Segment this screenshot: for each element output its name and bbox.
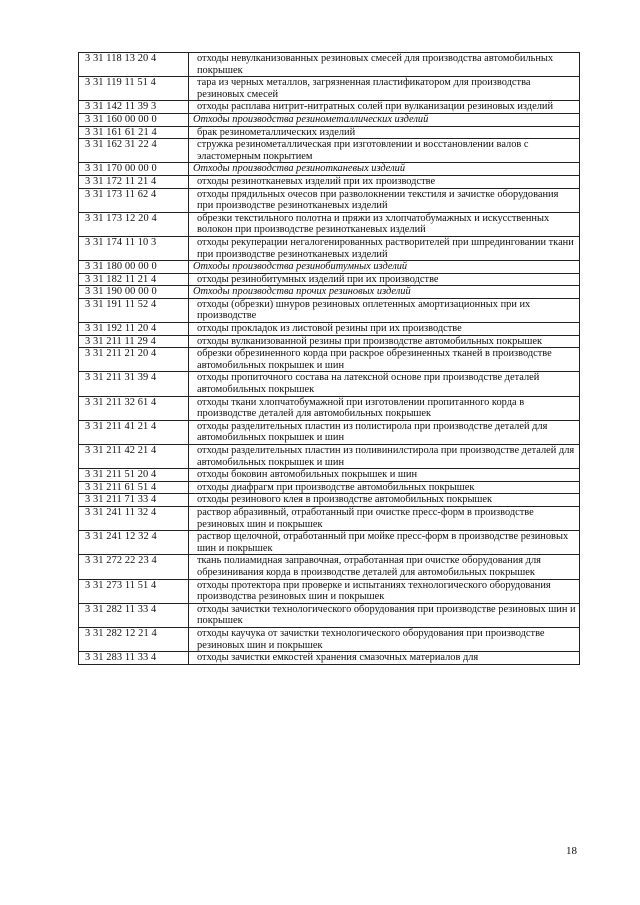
waste-code-cell: 3 31 172 11 21 4 [79,175,189,188]
waste-name-cell: ткань полиамидная заправочная, отработанная при очистке оборудования для обрезинивания корда в производстве деталей для автомобильных покрышек [189,555,580,579]
waste-code-cell: 3 31 211 41 21 4 [79,420,189,444]
table-row [79,188,580,212]
table-row [79,469,580,482]
waste-name-cell: брак резинометаллических изделий [189,126,580,139]
waste-code-cell: 3 31 241 12 32 4 [79,531,189,555]
waste-name-cell: отходы рекуперации негалогенированных растворителей при шпрединговании ткани при производстве резинотканевых изделий [189,236,580,260]
waste-name-cell: отходы вулканизованной резины при производстве автомобильных покрышек [189,335,580,348]
table-row [79,175,580,188]
waste-code-cell: 3 31 192 11 20 4 [79,323,189,336]
waste-group-name-cell: Отходы производства резинометаллических изделий [189,113,580,126]
waste-name-cell: отходы резинотканевых изделий при их производстве [189,175,580,188]
table-row [79,603,580,627]
table-row [79,348,580,372]
table-row [79,298,580,322]
waste-code-cell: 3 31 283 11 33 4 [79,652,189,665]
waste-name-cell: отходы диафрагм при производстве автомобильных покрышек [189,481,580,494]
waste-name-cell: отходы боковин автомобильных покрышек и шин [189,469,580,482]
table-row [79,236,580,260]
waste-name-cell: отходы прядильных очесов при разволокнении текстиля и зачистке оборудования при производстве резинотканевых изделий [189,188,580,212]
waste-code-cell: 3 31 211 61 51 4 [79,481,189,494]
waste-code-cell: 3 31 161 61 21 4 [79,126,189,139]
table-row [79,53,580,77]
waste-name-cell: отходы прокладок из листовой резины при их производстве [189,323,580,336]
waste-name-cell: тара из черных металлов, загрязненная пластификатором для производства резиновых смесей [189,77,580,101]
waste-code-cell: 3 31 272 22 23 4 [79,555,189,579]
table-row [79,627,580,651]
waste-code-cell: 3 31 211 42 21 4 [79,445,189,469]
waste-classification-table [78,52,580,665]
waste-code-cell: 3 31 241 11 32 4 [79,506,189,530]
waste-group-name-cell: Отходы производства резинотканевых изделий [189,163,580,176]
table-row [79,506,580,530]
waste-code-cell: 3 31 162 31 22 4 [79,139,189,163]
waste-code-cell: 3 31 182 11 21 4 [79,273,189,286]
waste-name-cell: раствор щелочной, отработанный при мойке пресс-форм в производстве резиновых шин и покрышек [189,531,580,555]
document-page [78,52,580,665]
waste-code-cell: 3 31 211 51 20 4 [79,469,189,482]
waste-name-cell: отходы разделительных пластин из поливинилстирола при производстве деталей для автомобильных покрышек и шин [189,445,580,469]
table-row [79,481,580,494]
waste-name-cell: отходы зачистки емкостей хранения смазочных материалов для [189,652,580,665]
table-row [79,372,580,396]
table-body [79,53,580,665]
waste-name-cell: обрезки обрезиненного корда при раскрое обрезиненных тканей в производстве автомобильных покрышек и шин [189,348,580,372]
table-row [79,139,580,163]
waste-code-cell: 3 31 173 12 20 4 [79,212,189,236]
table-row [79,494,580,507]
waste-code-cell: 3 31 191 11 52 4 [79,298,189,322]
waste-code-cell: 3 31 190 00 00 0 [79,286,189,299]
waste-name-cell: отходы каучука от зачистки технологического оборудования при производстве резиновых шин и покрышек [189,627,580,651]
waste-name-cell: обрезки текстильного полотна и пряжи из хлопчатобумажных и искусственных волокон при производстве резинотканевых изделий [189,212,580,236]
waste-name-cell: отходы расплава нитрит-нитратных солей при вулканизации резиновых изделий [189,101,580,114]
waste-name-cell: отходы резинового клея в производстве автомобильных покрышек [189,494,580,507]
waste-code-cell: 3 31 211 11 29 4 [79,335,189,348]
table-group-row [79,261,580,274]
waste-name-cell: отходы пропиточного состава на латексной основе при производстве деталей автомобильных покрышек [189,372,580,396]
waste-group-name-cell: Отходы производства прочих резиновых изделий [189,286,580,299]
waste-code-cell: 3 31 211 21 20 4 [79,348,189,372]
waste-code-cell: 3 31 174 11 10 3 [79,236,189,260]
waste-group-name-cell: Отходы производства резинобитумных изделий [189,261,580,274]
waste-name-cell: раствор абразивный, отработанный при очистке пресс-форм в производстве резиновых шин и покрышек [189,506,580,530]
table-row [79,126,580,139]
waste-code-cell: 3 31 118 13 20 4 [79,53,189,77]
table-row [79,77,580,101]
table-row [79,652,580,665]
table-row [79,420,580,444]
waste-code-cell: 3 31 211 31 39 4 [79,372,189,396]
table-row [79,212,580,236]
table-row [79,579,580,603]
waste-code-cell: 3 31 180 00 00 0 [79,261,189,274]
table-row [79,273,580,286]
table-row [79,323,580,336]
table-row [79,445,580,469]
waste-name-cell: отходы зачистки технологического оборудования при производстве резиновых шин и покрышек [189,603,580,627]
waste-code-cell: 3 31 282 11 33 4 [79,603,189,627]
waste-name-cell: отходы разделительных пластин из полистирола при производстве деталей для автомобильных покрышек и шин [189,420,580,444]
table-group-row [79,163,580,176]
waste-code-cell: 3 31 273 11 51 4 [79,579,189,603]
waste-name-cell: отходы ткани хлопчатобумажной при изготовлении пропитанного корда в производстве деталей для автомобильных покрышек [189,396,580,420]
waste-code-cell: 3 31 173 11 62 4 [79,188,189,212]
table-row [79,335,580,348]
waste-code-cell: 3 31 142 11 39 3 [79,101,189,114]
waste-code-cell: 3 31 282 12 21 4 [79,627,189,651]
table-row [79,531,580,555]
table-row [79,555,580,579]
waste-name-cell: отходы резинобитумных изделий при их производстве [189,273,580,286]
waste-name-cell: стружка резинометаллическая при изготовлении и восстановлении валов с эластомерным покрытием [189,139,580,163]
waste-code-cell: 3 31 119 11 51 4 [79,77,189,101]
table-group-row [79,113,580,126]
table-group-row [79,286,580,299]
waste-code-cell: 3 31 160 00 00 0 [79,113,189,126]
waste-name-cell: отходы невулканизованных резиновых смесей для производства автомобильных покрышек [189,53,580,77]
waste-name-cell: отходы (обрезки) шнуров резиновых оплетенных амортизационных при их производстве [189,298,580,322]
table-row [79,396,580,420]
waste-code-cell: 3 31 211 71 33 4 [79,494,189,507]
waste-code-cell: 3 31 211 32 61 4 [79,396,189,420]
table-row [79,101,580,114]
page-number: 18 [566,845,577,857]
waste-code-cell: 3 31 170 00 00 0 [79,163,189,176]
waste-name-cell: отходы протектора при проверке и испытаниях технологического оборудования производства резиновых шин и покрышек [189,579,580,603]
